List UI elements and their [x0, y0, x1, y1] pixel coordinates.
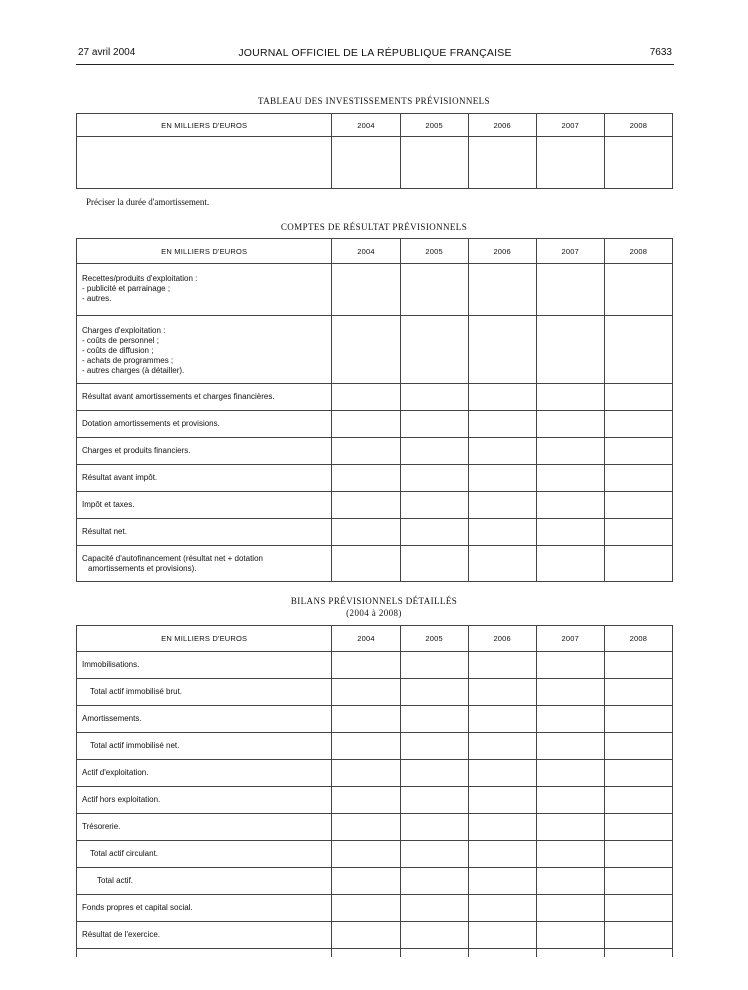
investissements-table	[76, 113, 673, 189]
value-cell	[468, 706, 536, 733]
header-date: 27 avril 2004	[78, 47, 136, 58]
value-cell	[468, 264, 536, 316]
value-cell	[400, 652, 468, 679]
value-cell	[332, 922, 400, 949]
investissements-title: TABLEAU DES INVESTISSEMENTS PRÉVISIONNELS	[258, 96, 490, 106]
row-label: Total actif.	[77, 868, 332, 895]
empty-cell	[468, 137, 536, 189]
value-cell	[604, 264, 672, 316]
value-cell	[536, 841, 604, 868]
row-label-line: Recettes/produits d'exploitation :	[82, 274, 198, 283]
bilans-title: BILANS PRÉVISIONNELS DÉTAILLÉS	[290, 596, 458, 606]
value-cell	[604, 492, 672, 519]
row-label-line: - achats de programmes ;	[82, 356, 174, 365]
value-cell	[536, 546, 604, 582]
table-row	[77, 814, 673, 841]
value-cell	[332, 316, 400, 384]
header-page-number: 7633	[649, 47, 672, 58]
row-label-line: - autres charges (à détailler).	[82, 366, 185, 375]
year-header: 2007	[536, 626, 604, 652]
table-row	[77, 733, 673, 760]
row-label-line: Capacité d'autofinancement (résultat net + dotation	[82, 553, 263, 563]
table-row	[77, 264, 673, 316]
year-header: 2007	[536, 114, 604, 137]
table-row	[77, 652, 673, 679]
value-cell	[604, 868, 672, 895]
value-cell	[332, 841, 400, 868]
value-cell	[468, 519, 536, 546]
row-label-line: - coûts de diffusion ;	[82, 346, 154, 355]
row-label: Total actif circulant.	[77, 841, 332, 868]
value-cell	[468, 465, 536, 492]
value-cell	[604, 519, 672, 546]
row-label: Fonds propres et capital social.	[77, 895, 332, 922]
value-cell	[536, 706, 604, 733]
row-label-line: - coûts de personnel ;	[82, 336, 159, 345]
value-cell	[536, 411, 604, 438]
value-cell	[468, 922, 536, 949]
value-cell	[536, 492, 604, 519]
value-cell	[536, 679, 604, 706]
value-cell	[604, 652, 672, 679]
value-cell	[332, 519, 400, 546]
column-header-label: EN MILLIERS D'EUROS	[77, 239, 332, 264]
row-label: Actif d'exploitation.	[77, 760, 332, 787]
value-cell	[400, 733, 468, 760]
row-label-line: Charges d'exploitation :	[82, 326, 166, 335]
value-cell	[468, 546, 536, 582]
table-row	[77, 706, 673, 733]
value-cell	[332, 384, 400, 411]
value-cell	[468, 411, 536, 438]
value-cell	[468, 384, 536, 411]
row-label: Actif hors exploitation.	[77, 787, 332, 814]
value-cell	[468, 679, 536, 706]
row-label-line: Charges et produits financiers.	[82, 446, 191, 455]
year-header: 2005	[400, 626, 468, 652]
value-cell	[332, 787, 400, 814]
table-row	[77, 137, 673, 189]
value-cell	[468, 841, 536, 868]
row-label-line: Résultat avant impôt.	[82, 473, 158, 482]
value-cell	[332, 733, 400, 760]
bilans-subtitle: (2004 à 2008)	[346, 608, 402, 618]
table-row	[77, 949, 673, 957]
value-cell	[536, 814, 604, 841]
value-cell	[604, 814, 672, 841]
header-journal-title: JOURNAL OFFICIEL DE LA RÉPUBLIQUE FRANÇAISE	[238, 47, 512, 59]
column-header-label: EN MILLIERS D'EUROS	[77, 114, 332, 137]
amortissement-note: Préciser la durée d'amortissement.	[86, 197, 210, 207]
value-cell	[468, 760, 536, 787]
value-cell	[468, 492, 536, 519]
row-label-line: amortissements et provisions).	[88, 563, 197, 573]
value-cell	[468, 895, 536, 922]
year-header: 2005	[400, 239, 468, 264]
year-header: 2006	[468, 114, 536, 137]
value-cell	[468, 438, 536, 465]
value-cell	[536, 465, 604, 492]
value-cell	[536, 733, 604, 760]
row-label: Total actif immobilisé brut.	[77, 679, 332, 706]
table-row	[77, 841, 673, 868]
row-label	[77, 465, 332, 492]
value-cell	[400, 949, 468, 957]
year-header: 2008	[604, 239, 672, 264]
row-label-line: Résultat net.	[82, 527, 127, 536]
row-label: Trésorerie.	[77, 814, 332, 841]
value-cell	[332, 438, 400, 465]
table-header-row	[77, 626, 673, 652]
value-cell	[400, 679, 468, 706]
row-label	[77, 546, 332, 582]
value-cell	[332, 679, 400, 706]
row-label	[77, 438, 332, 465]
value-cell	[536, 922, 604, 949]
value-cell	[400, 465, 468, 492]
value-cell	[536, 316, 604, 384]
value-cell	[604, 733, 672, 760]
bilans-table	[76, 625, 673, 957]
value-cell	[332, 949, 400, 957]
value-cell	[604, 949, 672, 957]
row-label	[77, 264, 332, 316]
value-cell	[400, 814, 468, 841]
value-cell	[536, 949, 604, 957]
value-cell	[468, 652, 536, 679]
value-cell	[604, 922, 672, 949]
empty-cell	[400, 137, 468, 189]
row-label: Résultat de l'exercice.	[77, 922, 332, 949]
row-label-line: - autres.	[82, 294, 112, 303]
year-header: 2006	[468, 626, 536, 652]
value-cell	[536, 264, 604, 316]
empty-cell	[77, 137, 332, 189]
table-row	[77, 760, 673, 787]
value-cell	[536, 787, 604, 814]
value-cell	[604, 438, 672, 465]
value-cell	[400, 316, 468, 384]
value-cell	[468, 733, 536, 760]
value-cell	[604, 316, 672, 384]
year-header: 2007	[536, 239, 604, 264]
value-cell	[400, 519, 468, 546]
table-row	[77, 438, 673, 465]
table-row	[77, 546, 673, 582]
row-label: Amortissements.	[77, 706, 332, 733]
value-cell	[400, 546, 468, 582]
value-cell	[400, 787, 468, 814]
table-row	[77, 465, 673, 492]
value-cell	[332, 411, 400, 438]
value-cell	[77, 949, 332, 957]
row-label: Total actif immobilisé net.	[77, 733, 332, 760]
table-row	[77, 492, 673, 519]
value-cell	[332, 264, 400, 316]
value-cell	[332, 546, 400, 582]
row-label	[77, 519, 332, 546]
table-row	[77, 895, 673, 922]
table-row	[77, 411, 673, 438]
table-row	[77, 787, 673, 814]
value-cell	[332, 652, 400, 679]
value-cell	[332, 706, 400, 733]
value-cell	[400, 411, 468, 438]
table-row	[77, 384, 673, 411]
table-row	[77, 868, 673, 895]
value-cell	[400, 922, 468, 949]
value-cell	[400, 438, 468, 465]
value-cell	[400, 868, 468, 895]
year-header: 2004	[332, 239, 400, 264]
value-cell	[468, 868, 536, 895]
year-header: 2005	[400, 114, 468, 137]
row-label-line: Résultat avant amortissements et charges financières.	[82, 392, 275, 401]
value-cell	[536, 438, 604, 465]
value-cell	[536, 652, 604, 679]
row-label	[77, 384, 332, 411]
row-label	[77, 316, 332, 384]
row-label-line: Dotation amortissements et provisions.	[82, 419, 220, 428]
value-cell	[604, 760, 672, 787]
value-cell	[400, 841, 468, 868]
value-cell	[400, 760, 468, 787]
empty-cell	[536, 137, 604, 189]
value-cell	[332, 814, 400, 841]
value-cell	[536, 384, 604, 411]
value-cell	[332, 895, 400, 922]
value-cell	[400, 384, 468, 411]
value-cell	[332, 868, 400, 895]
empty-cell	[604, 137, 672, 189]
value-cell	[468, 814, 536, 841]
row-label-line: Impôt et taxes.	[82, 500, 135, 509]
row-label-line: - publicité et parrainage ;	[82, 284, 171, 293]
table-header-row	[77, 239, 673, 264]
value-cell	[400, 895, 468, 922]
value-cell	[604, 384, 672, 411]
row-label	[77, 411, 332, 438]
header-rule	[76, 64, 674, 65]
year-header: 2004	[332, 626, 400, 652]
row-label	[77, 492, 332, 519]
value-cell	[604, 706, 672, 733]
year-header: 2008	[604, 626, 672, 652]
value-cell	[332, 492, 400, 519]
value-cell	[468, 787, 536, 814]
value-cell	[400, 264, 468, 316]
value-cell	[332, 465, 400, 492]
year-header: 2008	[604, 114, 672, 137]
value-cell	[536, 519, 604, 546]
value-cell	[604, 546, 672, 582]
value-cell	[400, 492, 468, 519]
value-cell	[604, 411, 672, 438]
value-cell	[536, 895, 604, 922]
value-cell	[604, 841, 672, 868]
value-cell	[468, 316, 536, 384]
value-cell	[400, 706, 468, 733]
value-cell	[332, 760, 400, 787]
column-header-label: EN MILLIERS D'EUROS	[77, 626, 332, 652]
table-row	[77, 316, 673, 384]
value-cell	[468, 949, 536, 957]
table-header-row	[77, 114, 673, 137]
value-cell	[604, 679, 672, 706]
value-cell	[536, 760, 604, 787]
row-label: Immobilisations.	[77, 652, 332, 679]
table-row	[77, 679, 673, 706]
table-row	[77, 922, 673, 949]
year-header: 2006	[468, 239, 536, 264]
value-cell	[536, 868, 604, 895]
table-row	[77, 519, 673, 546]
value-cell	[604, 895, 672, 922]
value-cell	[604, 465, 672, 492]
empty-cell	[332, 137, 400, 189]
comptes-title: COMPTES DE RÉSULTAT PRÉVISIONNELS	[280, 222, 468, 232]
value-cell	[604, 787, 672, 814]
page-header	[78, 47, 672, 61]
comptes-table	[76, 238, 673, 582]
year-header: 2004	[332, 114, 400, 137]
